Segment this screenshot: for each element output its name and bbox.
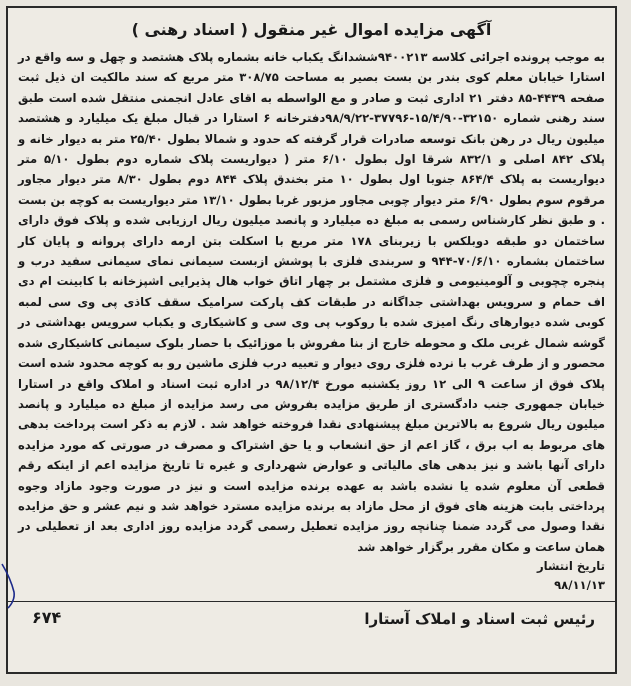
- notice-footer: [8, 602, 615, 638]
- auction-notice: [6, 6, 617, 674]
- publication-date: [18, 557, 605, 595]
- notice-code: ۶۷۴: [32, 608, 62, 628]
- publication-date-value: ۹۸/۱۱/۱۳: [554, 578, 605, 593]
- pen-stroke-mark: [0, 560, 20, 610]
- signature-line: رئیس ثبت اسناد و املاک آستارا: [364, 610, 595, 629]
- publication-date-label: تاریخ انتشار: [536, 559, 605, 574]
- notice-body: به موجب پرونده اجرائی کلاسه ۹۴۰۰۲۱۳ششدانگ یکباب خانه بشماره پلاک هشتصد و چهل و سه واقع در استارا خیابان معلم کوی بندر بن بست بصیر به مساحت ۳۰۸/۷۵ متر مربع که سند مالکیت ان ذیل ثبت صفحه ۴۴۳۹-۸۵ دفتر ۲۱ اداری ثبت و صادر و مع الواسطه به اقای عادل انجمنی منتقل شده است طبق سند رهنی شماره ۳۲۱۵۰-۱۵/۴/۹۰-۳۷۷۹۶-۹۸/۹/۲۲دفترخانه ۶ استارا در قبال مبلغ یک میلیارد و هشتصد میلیون ریال در رهن بانک توسعه صادرات قرار گرفته که حدود و شمالا بطول ۲۵/۴۰ متر به دیوار خانه و پلاک ۸۴۲ اصلی و ۸۳۲/۱ شرقا اول بطول ۶/۱۰ متر ( دیواریست پلاک شماره دوم بطول ۵/۱۰ متر دیواریست به پلاک ۸۶۴/۴ جنوبا اول بطول ۱۰ متر بخندق پلاک ۸۴۴ دوم بطول ۸/۳۰ متر دیوار مجاور مرقوم سوم بطول ۶/۹۰ متر دیوار چوبی مجاور مزبور غربا بطول ۱۳/۱۰ متر دیواریست به کوچه بن بست . و طبق نظر کارشناس رسمی به مبلغ ده میلیارد و پانصد میلیون ریال ارزیابی شده و پلاک فوق دارای ساختمان دو طبقه دوبلکس با زیربنای ۱۷۸ متر مربع با اسکلت بتن ارمه دارای پروانه و پایان کار ساختمان بشماره ۷۰/۶/۱۰-۹۴۴ و سربندی فلزی با پوشش ازبست سیمانی نمای سیمانی سفید درب و پنجره چچوبی و آلومینیومی و فلزی مشتمل بر چهار اتاق خواب هال پذیرایی اشپزخانه با کابینت ام دی اف حمام و سرویس بهداشتی جداگانه در طبقات کف پارکت سرامیک سقف کاذی پی وی سی لمبه کوبی شده دیوارهای رنگ امیزی شده با روکوب پی وی سی و کاشیکاری و یکباب سرویس بهداشتی در گوشه شمال غربی ملک و محوطه خارج از بنا مفروش با موزائیک با حصار بلوک سیمانی کاشیکاری شده محصور و از طرف غرب با نرده فلزی روی دیوار و تعبیه درب فلزی ماشین رو به کوچه محدود شده است پلاک فوق از ساعت ۹ الی ۱۲ روز یکشنبه مورخ ۹۸/۱۲/۴ در اداره ثبت اسناد و املاک واقع در استارا خیابان جمهوری جنب دادگستری از طریق مزایده بفروش می رسد مزایده از مبلغ ده میلیارد و پانصد میلیون ریال شروع به بالاترین مبلغ پیشنهادی نقدا فروخته خواهد شد . لازم به ذکر است پرداخت بدهی های مربوط به اب برق ، گاز اعم از حق انشعاب و یا حق اشتراک و مصرف در صورتی که مورد مزایده دارای آنها باشد و نیز بدهی های مالیاتی و عوارض شهرداری و غیره تا تاریخ مزایده اعم از اینکه رقم قطعی آن معلوم شده یا نشده باشد به عهده برنده مزایده است و نیز در صورت وجود مازاد وجوه پرداختی بابت هزینه های فوق از محل مازاد به برنده مزایده مسترد خواهد شد و نیم عشر و حق مزایده نقدا وصول می گردد ضمنا چنانچه روز مزایده تعطیل رسمی گردد مزایده روز اداری بعد از تعطیلی در همان ساعت و مکان مقرر برگزار خواهد شد: [18, 50, 606, 554]
- notice-title: آگهی مزایده اموال غیر منقول ( اسناد رهنی ): [131, 20, 492, 39]
